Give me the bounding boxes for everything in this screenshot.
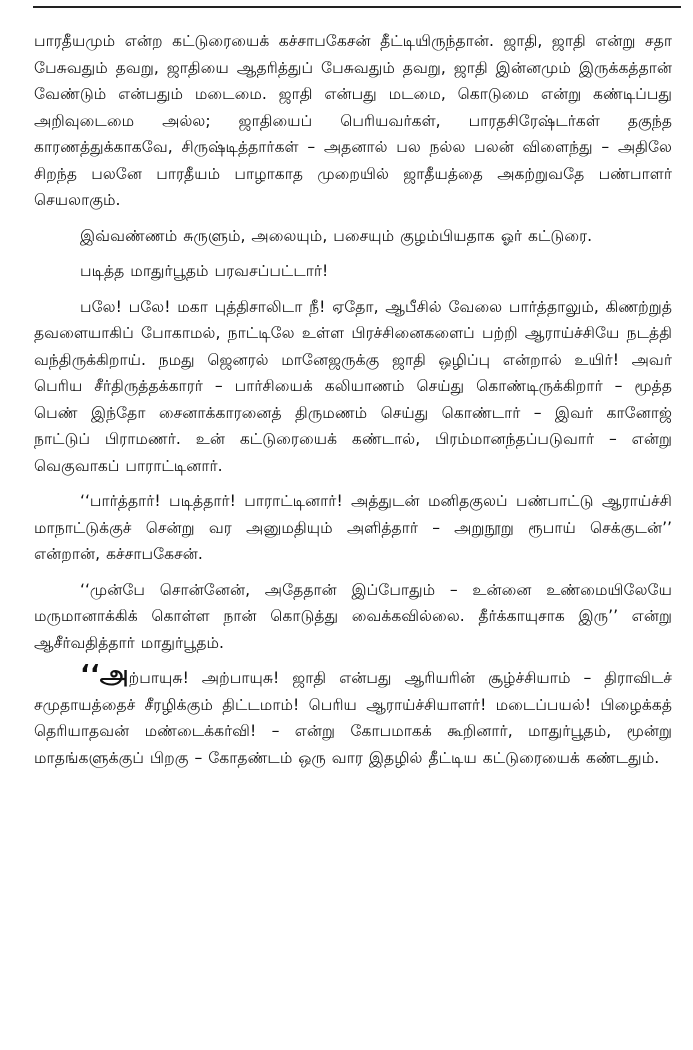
paragraph-3: படித்த மாதுர்பூதம் பரவசப்பட்டார்! — [80, 262, 329, 280]
paragraph-1: பாரதீயமும் என்ற கட்டுரையைக் கச்சாபகேசன் தீட்டியிருந்தான். ஜாதி, ஜாதி என்று சதா பேசுவதும் தவறு, ஜாதியை ஆதரித்துப் பேசுவதும் தவறு, ஜாதி இன்னமும் இருக்கத்தான் வேண்டும் என்பதும் மடைமை. ஜாதி என்பது மடமை, கொடுமை என்று கண்டிப்பது அறிவுடைமை அல்ல; ஜாதியைப் பெரியவர்கள், பாரதசிரேஷ்டர்கள் தகுந்த காரணத்துக்காகவே, சிருஷ்டித்தார்கள் – அதனால் பல நல்ல பலன் விளைந்து – அதிலே சிறந்த பலனே பாரதீயம் பாழாகாத முறையில் ஜாதீயத்தை அகற்றுவதே பண்பாளர் செயலாகும். — [34, 32, 672, 209]
book-page-text — [34, 28, 672, 771]
paragraph-5: ‘‘பார்த்தார்! படித்தார்! பாராட்டினார்! அத்துடன் மனிதகுலப் பண்பாட்டு ஆராய்ச்சி மாநாட்டுக்குச் சென்று வர அனுமதியும் அளித்தார் – அறுநூறு ரூபாய் செக்குடன்’’ என்றான், கச்சாபகேசன். — [34, 492, 672, 563]
paragraph-6: ‘‘முன்பே சொன்னேன், அதேதான் இப்போதும் – உன்னை உண்மையிலேயே மருமானாக்கிக் கொள்ள நான் கொடுத்து வைக்கவில்லை. தீர்க்காயுசாக இரு’’ என்று ஆசீர்வதித்தார் மாதுர்பூதம். — [34, 580, 672, 652]
paragraph-4: பலே! பலே! மகா புத்திசாலிடா நீ! ஏதோ, ஆபீசில் வேலை பார்த்தாலும், கிணற்றுத் தவளையாகிப் போகாமல், நாட்டிலே உள்ள பிரச்சினைகளைப் பற்றி ஆராய்ச்சியே நடத்தி வந்திருக்கிறாய். நமது ஜெனரல் மானேஜருக்கு ஜாதி ஒழிப்பு என்றால் உயிர்! அவர் பெரிய சீர்திருத்தக்காரர் – பார்சியைக் கலியாணம் செய்து கொண்டிருக்கிறார் – மூத்த பெண் இந்தோ சைனாக்காரனைத் திருமணம் செய்து கொண்டார் – இவர் கானோஜ் நாட்டுப் பிராமணர். உன் கட்டுரையைக் கண்டால், பிரம்மானந்தப்படுவார் – என்று வெகுவாகப் பாராட்டினார். — [34, 297, 672, 475]
paragraph-2: இவ்வண்ணம் சுருளும், அலையும், பசையும் குழம்பியதாக ஓர் கட்டுரை. — [80, 226, 593, 245]
paragraph-7-emphasized-opening: ‘‘அ — [80, 660, 129, 690]
paragraph-7 — [34, 660, 672, 771]
page-top-rule — [33, 6, 681, 8]
paragraph-7-text: ற்பாயுசு! அற்பாயுசு! ஜாதி என்பது ஆரியரின் சூழ்ச்சியாம் – திராவிடச் சமுதாயத்தைச் சீரழிக்கும் திட்டமாம்! பெரிய ஆராய்ச்சியாளர்! மடைப்பயல்! பிழைக்கத் தெரியாதவன் மண்டைக்கர்வி! – என்று கோபமாகக் கூறினார், மாதுர்பூதம், மூன்று மாதங்களுக்குப் பிறகு – கோதண்டம் ஒரு வார இதழில் தீட்டிய கட்டுரையைக் கண்டதும். — [34, 669, 672, 767]
